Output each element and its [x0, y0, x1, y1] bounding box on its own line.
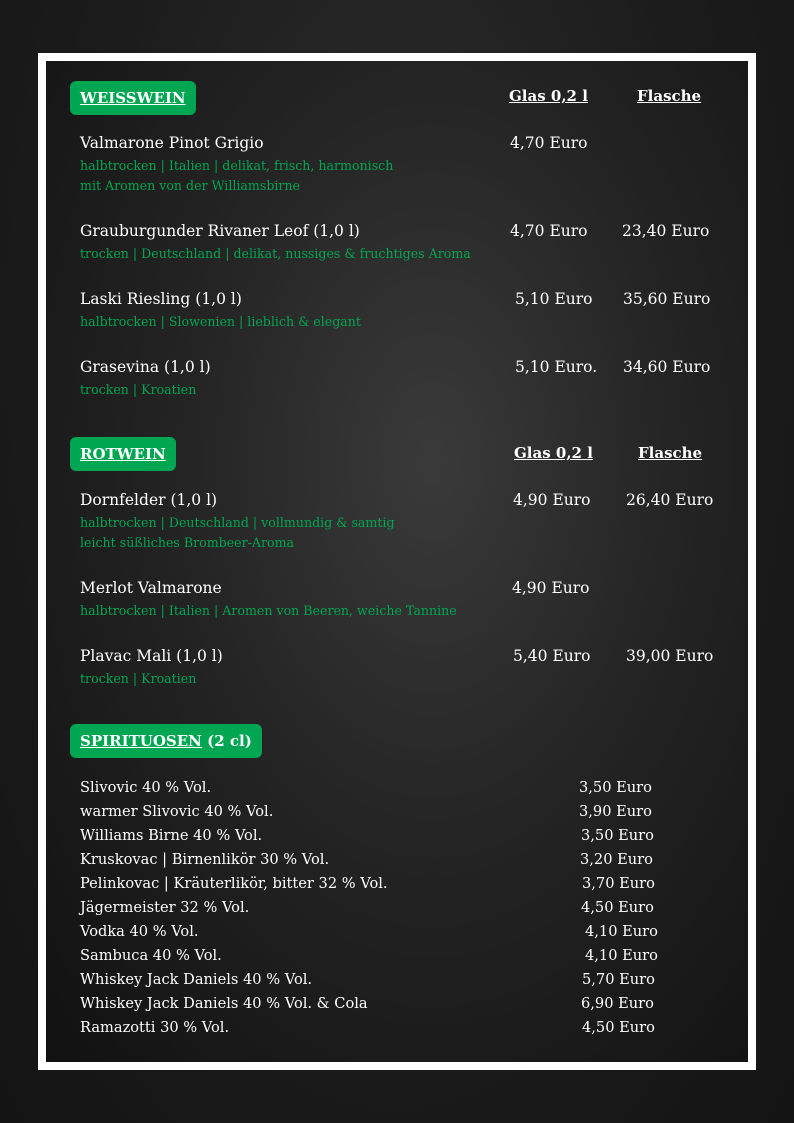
glass-price: 5,10 Euro.: [515, 358, 598, 376]
spirit-name: warmer Slivovic 40 % Vol.: [80, 803, 274, 820]
spirit-name: Jägermeister 32 % Vol.: [80, 899, 250, 916]
spirit-price: 4,10 Euro: [585, 923, 658, 940]
wine-description: halbtrocken | Italien | delikat, frisch, harmonisch: [80, 158, 394, 173]
bottle-price: 34,60 Euro: [623, 358, 711, 376]
wine-description: halbtrocken | Italien | Aromen von Beeren, weiche Tannine: [80, 603, 457, 618]
spirit-name: Williams Birne 40 % Vol.: [80, 827, 263, 844]
glass-price: 4,90 Euro: [512, 579, 590, 597]
wine-description: trocken | Kroatien: [80, 382, 197, 397]
bottle-price: 26,40 Euro: [626, 491, 714, 509]
spirit-name: Vodka 40 % Vol.: [80, 923, 199, 940]
section-badge-spirituosen: [70, 724, 262, 758]
spirit-price: 4,50 Euro: [581, 899, 654, 916]
bottle-price: 23,40 Euro: [622, 222, 710, 240]
spirit-name: Whiskey Jack Daniels 40 % Vol.: [80, 971, 313, 988]
bottle-price: 35,60 Euro: [623, 290, 711, 308]
spirit-name: Sambuca 40 % Vol.: [80, 947, 222, 964]
wine-name: Valmarone Pinot Grigio: [80, 134, 264, 152]
glass-price: 4,70 Euro: [510, 222, 588, 240]
wine-name: Plavac Mali (1,0 l): [80, 647, 223, 665]
spirit-name: Whiskey Jack Daniels 40 % Vol. & Cola: [80, 995, 368, 1012]
spirit-price: 3,70 Euro: [582, 875, 655, 892]
column-header-glass-rotwein: Glas 0,2 l: [514, 444, 593, 462]
spirit-price: 3,20 Euro: [580, 851, 653, 868]
spirit-name: Slivovic 40 % Vol.: [80, 779, 212, 796]
section-badge-rotwein: [70, 437, 176, 471]
section-title-suffix: (2 cl): [201, 732, 252, 750]
glass-price: 5,10 Euro: [515, 290, 593, 308]
wine-description: halbtrocken | Deutschland | vollmundig & samtig: [80, 515, 395, 530]
wine-description: mit Aromen von der Williamsbirne: [80, 178, 301, 193]
spirit-price: 4,50 Euro: [582, 1019, 655, 1036]
spirit-name: Kruskovac | Birnenlikör 30 % Vol.: [80, 851, 330, 868]
section-title-rotwein: ROTWEIN: [80, 445, 166, 463]
spirit-price: 5,70 Euro: [582, 971, 655, 988]
spirit-price: 3,50 Euro: [581, 827, 654, 844]
wine-name: Grasevina (1,0 l): [80, 358, 211, 376]
wine-description: trocken | Kroatien: [80, 671, 197, 686]
section-title-spirituosen: SPIRITUOSEN: [80, 732, 202, 750]
spirit-price: 4,10 Euro: [585, 947, 658, 964]
spirit-name: Ramazotti 30 % Vol.: [80, 1019, 230, 1036]
wine-name: Merlot Valmarone: [80, 579, 222, 597]
glass-price: 4,90 Euro: [513, 491, 591, 509]
wine-description: leicht süßliches Brombeer-Aroma: [80, 535, 295, 550]
bottle-price: 39,00 Euro: [626, 647, 714, 665]
wine-description: trocken | Deutschland | delikat, nussiges & fruchtiges Aroma: [80, 246, 471, 261]
section-badge-weisswein: [70, 81, 196, 115]
spirit-price: 3,90 Euro: [579, 803, 652, 820]
spirit-name: Pelinkovac | Kräuterlikör, bitter 32 % Vol.: [80, 875, 388, 892]
column-header-glass-weisswein: Glas 0,2 l: [509, 87, 588, 105]
spirit-price: 3,50 Euro: [579, 779, 652, 796]
column-header-bottle-weisswein: Flasche: [637, 87, 702, 105]
column-header-bottle-rotwein: Flasche: [638, 444, 703, 462]
wine-name: Laski Riesling (1,0 l): [80, 290, 242, 308]
wine-name: Dornfelder (1,0 l): [80, 491, 218, 509]
glass-price: 4,70 Euro: [510, 134, 588, 152]
wine-name: Grauburgunder Rivaner Leof (1,0 l): [80, 222, 360, 240]
glass-price: 5,40 Euro: [513, 647, 591, 665]
section-title-weisswein: WEISSWEIN: [80, 89, 186, 107]
spirit-price: 6,90 Euro: [581, 995, 654, 1012]
wine-description: halbtrocken | Slowenien | lieblich & elegant: [80, 314, 361, 329]
